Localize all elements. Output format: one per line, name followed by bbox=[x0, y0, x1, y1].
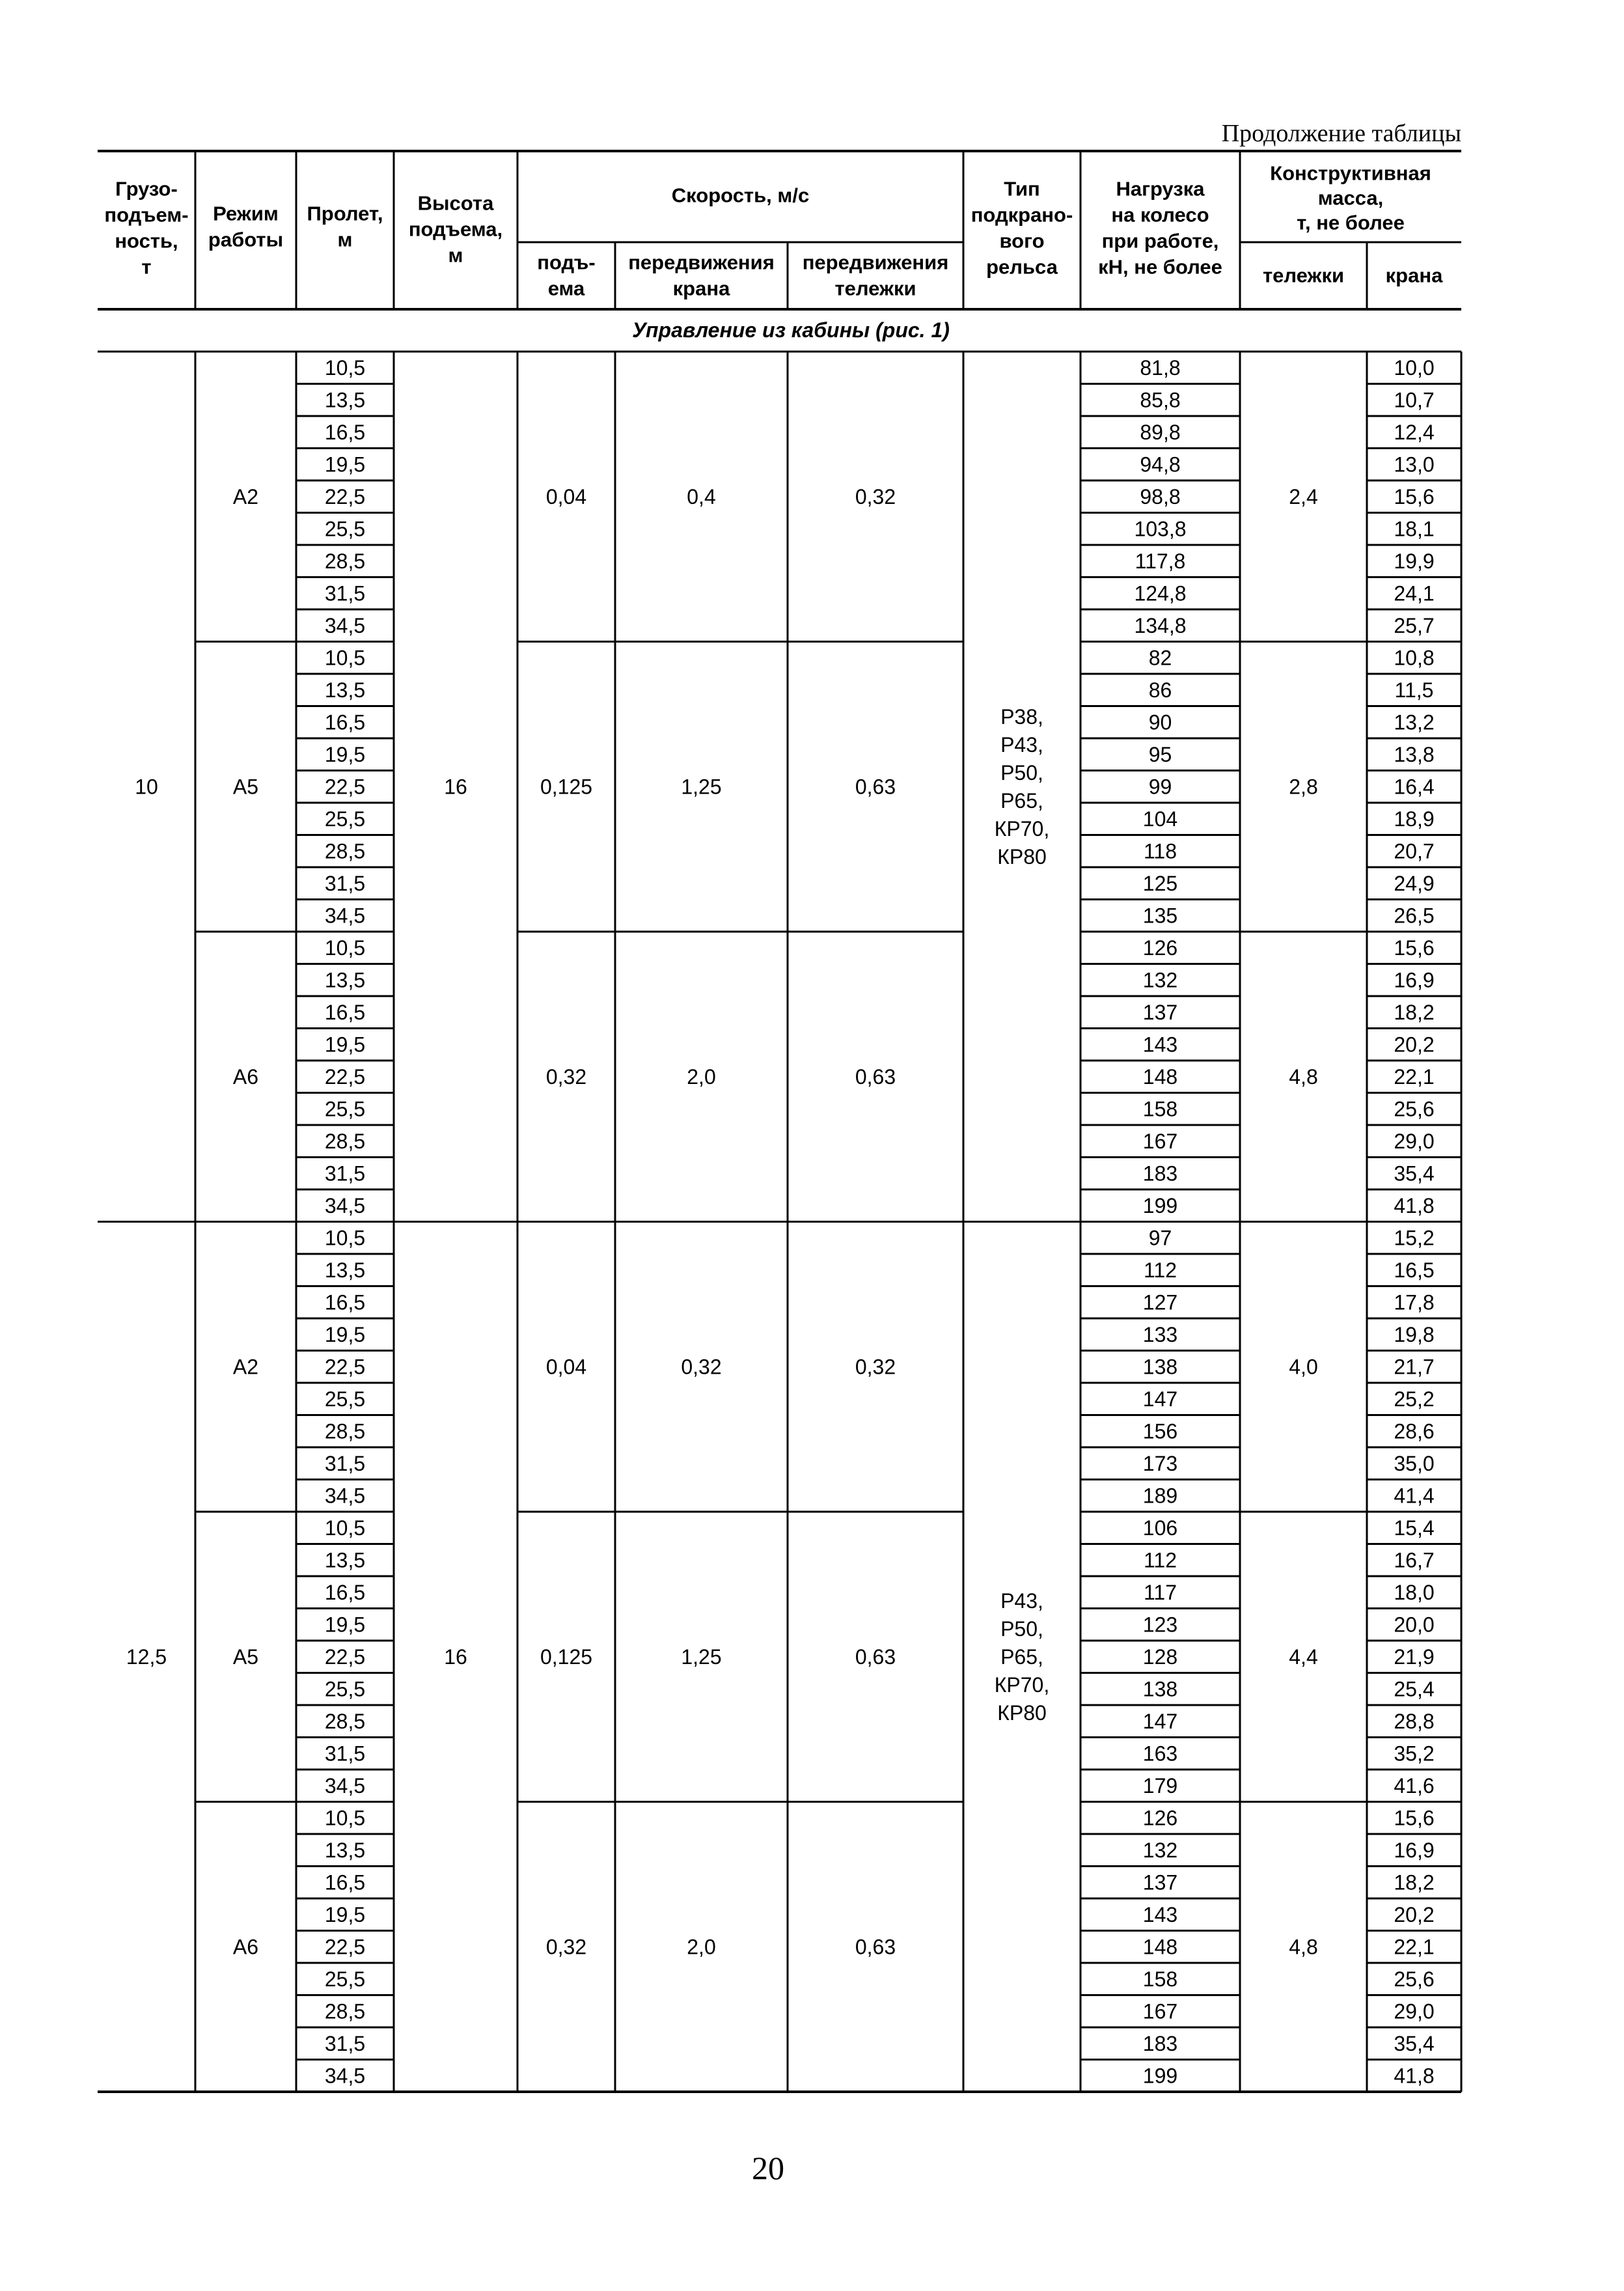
crane-mass-value: 35,0 bbox=[1394, 1451, 1435, 1475]
wheel-load-value: 167 bbox=[1142, 1999, 1178, 2023]
span-value: 28,5 bbox=[324, 1999, 366, 2023]
header-mass-crane: крана bbox=[1385, 264, 1443, 287]
crane-speed-value: 2,0 bbox=[687, 1064, 716, 1089]
header-speed-trolley: тележки bbox=[834, 277, 916, 300]
crane-mass-value: 41,4 bbox=[1394, 1484, 1435, 1508]
span-value: 34,5 bbox=[324, 904, 366, 928]
header-height: Высота bbox=[417, 191, 494, 215]
wheel-load-value: 123 bbox=[1142, 1613, 1178, 1637]
crane-mass-value: 20,7 bbox=[1394, 839, 1435, 863]
wheel-load-value: 98,8 bbox=[1140, 484, 1181, 508]
wheel-load-value: 179 bbox=[1142, 1773, 1178, 1798]
wheel-load-value: 189 bbox=[1142, 1484, 1178, 1508]
crane-speed-value: 0,4 bbox=[687, 484, 716, 508]
crane-mass-value: 18,2 bbox=[1394, 1870, 1435, 1895]
wheel-load-value: 99 bbox=[1148, 775, 1172, 799]
span-value: 19,5 bbox=[324, 1033, 366, 1057]
trolley-speed-value: 0,63 bbox=[855, 1935, 896, 1959]
header-span: Пролет, bbox=[307, 202, 383, 225]
wheel-load-value: 126 bbox=[1142, 1806, 1178, 1830]
header-speed-crane: передвижения bbox=[628, 251, 775, 274]
trolley-speed-value: 0,63 bbox=[855, 1064, 896, 1089]
span-value: 10,5 bbox=[324, 1226, 366, 1250]
wheel-load-value: 156 bbox=[1142, 1419, 1178, 1443]
wheel-load-value: 137 bbox=[1142, 1870, 1178, 1895]
span-value: 31,5 bbox=[324, 581, 366, 605]
crane-speed-value: 1,25 bbox=[681, 1645, 722, 1669]
span-value: 25,5 bbox=[324, 517, 366, 541]
span-value: 16,5 bbox=[324, 1580, 366, 1604]
wheel-load-value: 89,8 bbox=[1140, 420, 1181, 444]
crane-speed-value: 1,25 bbox=[681, 775, 722, 799]
crane-mass-value: 15,6 bbox=[1394, 1806, 1435, 1830]
wheel-load-value: 133 bbox=[1142, 1322, 1178, 1346]
wheel-load-value: 124,8 bbox=[1134, 581, 1187, 605]
span-value: 28,5 bbox=[324, 1419, 366, 1443]
span-value: 19,5 bbox=[324, 452, 366, 477]
crane-mass-value: 22,1 bbox=[1394, 1064, 1435, 1089]
trolley-speed-value: 0,32 bbox=[855, 484, 896, 508]
wheel-load-value: 143 bbox=[1142, 1902, 1178, 1926]
header-rail-type: подкрано- bbox=[970, 203, 1073, 227]
lift-speed-value: 0,32 bbox=[545, 1064, 587, 1089]
crane-mass-value: 18,9 bbox=[1394, 807, 1435, 831]
mode-value: А2 bbox=[232, 484, 259, 508]
rail-type-value: Р65, bbox=[1000, 1645, 1043, 1669]
span-value: 16,5 bbox=[324, 1290, 366, 1314]
crane-mass-value: 41,6 bbox=[1394, 1773, 1435, 1798]
mode-value: А6 bbox=[232, 1935, 259, 1959]
wheel-load-value: 106 bbox=[1142, 1516, 1178, 1540]
crane-mass-value: 16,5 bbox=[1394, 1258, 1435, 1282]
span-value: 13,5 bbox=[324, 388, 366, 412]
span-value: 34,5 bbox=[324, 1484, 366, 1508]
wheel-load-value: 117 bbox=[1143, 1580, 1177, 1604]
wheel-load-value: 148 bbox=[1142, 1064, 1178, 1089]
span-value: 10,5 bbox=[324, 936, 366, 960]
span-value: 25,5 bbox=[324, 1097, 366, 1121]
span-value: 10,5 bbox=[324, 646, 366, 670]
span-value: 22,5 bbox=[324, 1935, 366, 1959]
span-value: 22,5 bbox=[324, 1064, 366, 1089]
trolley-mass-value: 4,0 bbox=[1289, 1355, 1318, 1379]
crane-mass-value: 16,9 bbox=[1394, 968, 1435, 992]
wheel-load-value: 117,8 bbox=[1135, 549, 1186, 573]
crane-mass-value: 13,8 bbox=[1394, 742, 1435, 766]
wheel-load-value: 128 bbox=[1142, 1645, 1178, 1669]
height-value: 16 bbox=[444, 1645, 467, 1669]
crane-mass-value: 16,7 bbox=[1394, 1548, 1435, 1572]
span-value: 19,5 bbox=[324, 1613, 366, 1637]
crane-mass-value: 26,5 bbox=[1394, 904, 1435, 928]
wheel-load-value: 138 bbox=[1142, 1355, 1178, 1379]
header-speed-lift: ема bbox=[547, 277, 585, 300]
wheel-load-value: 199 bbox=[1142, 1193, 1178, 1217]
rail-type-value: Р38, bbox=[1000, 704, 1043, 729]
header-height: подъема, bbox=[408, 217, 503, 241]
header-speed-lift: подъ- bbox=[537, 251, 596, 274]
mode-value: А5 bbox=[232, 1645, 259, 1669]
crane-mass-value: 15,6 bbox=[1394, 936, 1435, 960]
capacity-value: 12,5 bbox=[126, 1645, 167, 1669]
wheel-load-value: 147 bbox=[1142, 1387, 1178, 1411]
section-title: Управление из кабины (рис. 1) bbox=[632, 318, 950, 342]
crane-mass-value: 29,0 bbox=[1394, 1999, 1435, 2023]
crane-mass-value: 15,2 bbox=[1394, 1226, 1435, 1250]
wheel-load-value: 97 bbox=[1148, 1226, 1172, 1250]
header-mass: т, не более bbox=[1297, 211, 1405, 234]
trolley-mass-value: 4,8 bbox=[1289, 1935, 1318, 1959]
header-capacity: подъем- bbox=[104, 203, 189, 227]
crane-mass-value: 16,4 bbox=[1394, 775, 1435, 799]
header-wheel-load: на колесо bbox=[1111, 203, 1209, 227]
wheel-load-value: 125 bbox=[1142, 871, 1178, 895]
wheel-load-value: 112 bbox=[1143, 1548, 1177, 1572]
crane-mass-value: 24,9 bbox=[1394, 871, 1435, 895]
height-value: 16 bbox=[444, 775, 467, 799]
lift-speed-value: 0,32 bbox=[545, 1935, 587, 1959]
mode-value: А6 bbox=[232, 1064, 259, 1089]
wheel-load-value: 135 bbox=[1142, 904, 1178, 928]
header-mass: Конструктивная bbox=[1270, 161, 1431, 185]
crane-mass-value: 10,7 bbox=[1394, 388, 1435, 412]
span-value: 34,5 bbox=[324, 613, 366, 637]
crane-mass-value: 21,9 bbox=[1394, 1645, 1435, 1669]
crane-speed-value: 2,0 bbox=[687, 1935, 716, 1959]
header-wheel-load: кН, не более bbox=[1098, 255, 1222, 279]
span-value: 19,5 bbox=[324, 1902, 366, 1926]
crane-mass-value: 18,0 bbox=[1394, 1580, 1435, 1604]
span-value: 10,5 bbox=[324, 355, 366, 380]
header-mode: Режим bbox=[213, 202, 279, 225]
header-rail-type: рельса bbox=[986, 255, 1058, 279]
lift-speed-value: 0,04 bbox=[545, 1355, 587, 1379]
wheel-load-value: 95 bbox=[1148, 742, 1172, 766]
crane-mass-value: 19,9 bbox=[1394, 549, 1435, 573]
span-value: 28,5 bbox=[324, 839, 366, 863]
span-value: 13,5 bbox=[324, 1838, 366, 1862]
wheel-load-value: 167 bbox=[1142, 1129, 1178, 1153]
crane-speed-value: 0,32 bbox=[681, 1355, 722, 1379]
mode-value: А2 bbox=[232, 1355, 259, 1379]
rail-type-value: КР70, bbox=[994, 816, 1050, 840]
span-value: 22,5 bbox=[324, 1645, 366, 1669]
wheel-load-value: 183 bbox=[1142, 2031, 1178, 2055]
wheel-load-value: 137 bbox=[1142, 1000, 1178, 1024]
rail-type-value: Р50, bbox=[1000, 760, 1043, 784]
header-mass-trolley: тележки bbox=[1262, 264, 1345, 287]
crane-mass-value: 16,9 bbox=[1394, 1838, 1435, 1862]
header-rail-type: вого bbox=[999, 229, 1045, 253]
crane-mass-value: 15,4 bbox=[1394, 1516, 1435, 1540]
wheel-load-value: 118 bbox=[1143, 839, 1177, 863]
span-value: 34,5 bbox=[324, 2064, 366, 2088]
wheel-load-value: 104 bbox=[1142, 807, 1178, 831]
wheel-load-value: 134,8 bbox=[1134, 613, 1187, 637]
span-value: 34,5 bbox=[324, 1773, 366, 1798]
lift-speed-value: 0,04 bbox=[545, 484, 587, 508]
crane-mass-value: 25,7 bbox=[1394, 613, 1435, 637]
span-value: 34,5 bbox=[324, 1193, 366, 1217]
span-value: 25,5 bbox=[324, 1677, 366, 1701]
span-value: 31,5 bbox=[324, 1161, 366, 1186]
crane-mass-value: 19,8 bbox=[1394, 1322, 1435, 1346]
span-value: 16,5 bbox=[324, 1000, 366, 1024]
wheel-load-value: 163 bbox=[1142, 1742, 1178, 1766]
trolley-mass-value: 2,8 bbox=[1289, 775, 1318, 799]
header-mode: работы bbox=[208, 228, 284, 251]
wheel-load-value: 143 bbox=[1142, 1033, 1178, 1057]
header-rail-type: Тип bbox=[1004, 177, 1040, 201]
span-value: 16,5 bbox=[324, 420, 366, 444]
crane-mass-value: 35,2 bbox=[1394, 1742, 1435, 1766]
span-value: 31,5 bbox=[324, 1451, 366, 1475]
span-value: 28,5 bbox=[324, 1709, 366, 1733]
crane-mass-value: 25,4 bbox=[1394, 1677, 1435, 1701]
wheel-load-value: 94,8 bbox=[1140, 452, 1181, 477]
crane-mass-value: 18,1 bbox=[1394, 517, 1435, 541]
rail-type-value: Р43, bbox=[1000, 1589, 1043, 1613]
trolley-mass-value: 2,4 bbox=[1289, 484, 1318, 508]
span-value: 28,5 bbox=[324, 1129, 366, 1153]
span-value: 28,5 bbox=[324, 549, 366, 573]
span-value: 13,5 bbox=[324, 1548, 366, 1572]
span-value: 25,5 bbox=[324, 1387, 366, 1411]
rail-type-value: КР70, bbox=[994, 1673, 1050, 1697]
crane-mass-value: 25,6 bbox=[1394, 1967, 1435, 1991]
page-number: 20 bbox=[752, 2150, 784, 2186]
span-value: 22,5 bbox=[324, 1355, 366, 1379]
crane-mass-value: 10,0 bbox=[1394, 355, 1435, 380]
wheel-load-value: 158 bbox=[1142, 1097, 1178, 1121]
rail-type-value: КР80 bbox=[997, 844, 1047, 868]
wheel-load-value: 126 bbox=[1142, 936, 1178, 960]
wheel-load-value: 81,8 bbox=[1140, 355, 1181, 380]
lift-speed-value: 0,125 bbox=[540, 775, 593, 799]
span-value: 25,5 bbox=[324, 1967, 366, 1991]
header-capacity: ность, bbox=[115, 229, 178, 253]
header-wheel-load: Нагрузка bbox=[1116, 177, 1205, 201]
rail-type-value: КР80 bbox=[997, 1701, 1047, 1725]
wheel-load-value: 183 bbox=[1142, 1161, 1178, 1186]
wheel-load-value: 158 bbox=[1142, 1967, 1178, 1991]
crane-mass-value: 22,1 bbox=[1394, 1935, 1435, 1959]
trolley-speed-value: 0,32 bbox=[855, 1355, 896, 1379]
crane-mass-value: 10,8 bbox=[1394, 646, 1435, 670]
wheel-load-value: 86 bbox=[1148, 678, 1172, 702]
span-value: 10,5 bbox=[324, 1806, 366, 1830]
wheel-load-value: 173 bbox=[1142, 1451, 1178, 1475]
header-height: м bbox=[448, 243, 463, 267]
wheel-load-value: 82 bbox=[1148, 646, 1172, 670]
crane-mass-value: 17,8 bbox=[1394, 1290, 1435, 1314]
crane-mass-value: 20,0 bbox=[1394, 1613, 1435, 1637]
wheel-load-value: 138 bbox=[1142, 1677, 1178, 1701]
rail-type-value: Р50, bbox=[1000, 1617, 1043, 1641]
wheel-load-value: 132 bbox=[1142, 968, 1178, 992]
span-value: 13,5 bbox=[324, 678, 366, 702]
header-wheel-load: при работе, bbox=[1101, 229, 1219, 253]
continuation-label: Продолжение таблицы bbox=[1221, 120, 1461, 147]
header-speed-crane: крана bbox=[672, 277, 730, 300]
span-value: 16,5 bbox=[324, 1870, 366, 1895]
crane-mass-value: 11,5 bbox=[1394, 678, 1434, 702]
crane-mass-value: 12,4 bbox=[1394, 420, 1435, 444]
span-value: 22,5 bbox=[324, 484, 366, 508]
header-speed-trolley: передвижения bbox=[802, 251, 949, 274]
crane-mass-value: 28,8 bbox=[1394, 1709, 1435, 1733]
span-value: 31,5 bbox=[324, 1742, 366, 1766]
crane-mass-value: 25,2 bbox=[1394, 1387, 1435, 1411]
crane-mass-value: 13,2 bbox=[1394, 710, 1435, 734]
wheel-load-value: 103,8 bbox=[1134, 517, 1187, 541]
trolley-mass-value: 4,8 bbox=[1289, 1064, 1318, 1089]
span-value: 13,5 bbox=[324, 1258, 366, 1282]
header-capacity: т bbox=[141, 255, 152, 279]
wheel-load-value: 127 bbox=[1142, 1290, 1178, 1314]
span-value: 10,5 bbox=[324, 1516, 366, 1540]
lift-speed-value: 0,125 bbox=[540, 1645, 593, 1669]
rail-type-value: Р43, bbox=[1000, 732, 1043, 757]
span-value: 22,5 bbox=[324, 775, 366, 799]
span-value: 16,5 bbox=[324, 710, 366, 734]
crane-mass-value: 29,0 bbox=[1394, 1129, 1435, 1153]
mode-value: А5 bbox=[232, 775, 259, 799]
wheel-load-value: 132 bbox=[1142, 1838, 1178, 1862]
header-mass: масса, bbox=[1317, 186, 1384, 210]
wheel-load-value: 85,8 bbox=[1140, 388, 1181, 412]
header-capacity: Грузо- bbox=[115, 177, 178, 201]
crane-mass-value: 28,6 bbox=[1394, 1419, 1435, 1443]
header-span: м bbox=[337, 228, 353, 251]
crane-mass-value: 15,6 bbox=[1394, 484, 1435, 508]
crane-mass-value: 20,2 bbox=[1394, 1033, 1435, 1057]
crane-mass-value: 25,6 bbox=[1394, 1097, 1435, 1121]
crane-mass-value: 35,4 bbox=[1394, 2031, 1435, 2055]
wheel-load-value: 199 bbox=[1142, 2064, 1178, 2088]
crane-mass-value: 18,2 bbox=[1394, 1000, 1435, 1024]
span-value: 25,5 bbox=[324, 807, 366, 831]
trolley-speed-value: 0,63 bbox=[855, 1645, 896, 1669]
crane-mass-value: 24,1 bbox=[1394, 581, 1435, 605]
wheel-load-value: 90 bbox=[1148, 710, 1172, 734]
trolley-speed-value: 0,63 bbox=[855, 775, 896, 799]
span-value: 13,5 bbox=[324, 968, 366, 992]
span-value: 31,5 bbox=[324, 2031, 366, 2055]
wheel-load-value: 112 bbox=[1143, 1258, 1177, 1282]
crane-mass-value: 20,2 bbox=[1394, 1902, 1435, 1926]
span-value: 19,5 bbox=[324, 1322, 366, 1346]
crane-mass-value: 21,7 bbox=[1394, 1355, 1435, 1379]
crane-mass-value: 35,4 bbox=[1394, 1161, 1435, 1186]
rail-type-value: Р65, bbox=[1000, 788, 1043, 812]
span-value: 19,5 bbox=[324, 742, 366, 766]
header-speed: Скорость, м/с bbox=[671, 184, 810, 207]
crane-mass-value: 41,8 bbox=[1394, 1193, 1435, 1217]
span-value: 31,5 bbox=[324, 871, 366, 895]
wheel-load-value: 147 bbox=[1142, 1709, 1178, 1733]
crane-mass-value: 13,0 bbox=[1394, 452, 1435, 477]
wheel-load-value: 148 bbox=[1142, 1935, 1178, 1959]
capacity-value: 10 bbox=[135, 775, 158, 799]
trolley-mass-value: 4,4 bbox=[1289, 1645, 1318, 1669]
crane-mass-value: 41,8 bbox=[1394, 2064, 1435, 2088]
